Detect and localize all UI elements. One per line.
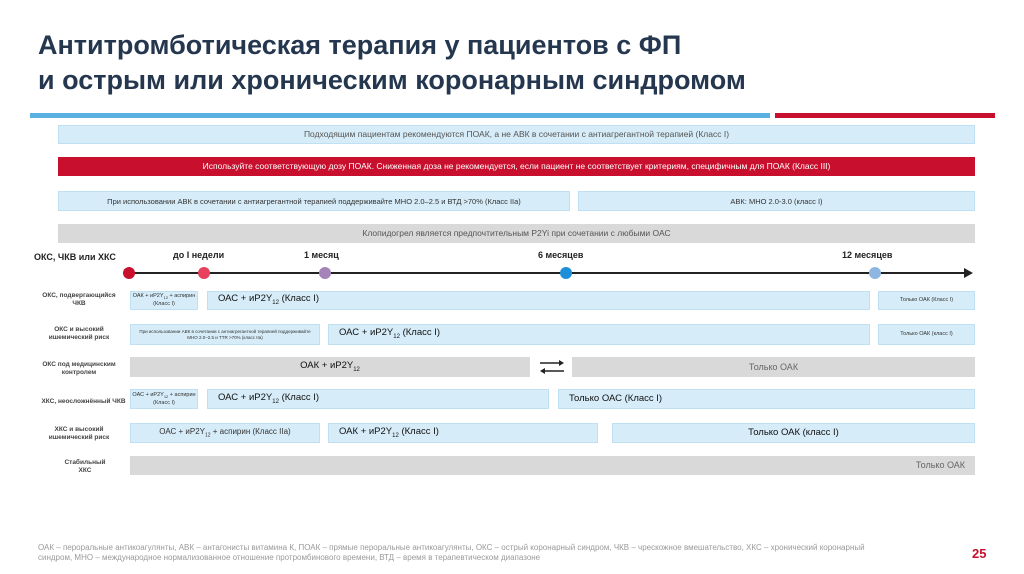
timeline-marker-week	[198, 267, 210, 279]
row4-a-text: ОАС + $иР2Y_{12}$ + аспирин (Класс I)	[132, 391, 196, 406]
row1-triple-therapy	[130, 291, 198, 310]
title-line-1: Антитромботическая терапия у пациентов с ФП	[38, 30, 682, 60]
row4-triple-therapy	[130, 389, 198, 409]
row1-b-text: ОАС + $иР2Y_{12}$ (Класс I)	[218, 293, 320, 307]
row3-a-text: ОАК + $иР2Y_{12}$	[300, 359, 360, 373]
row6-oac-only	[130, 456, 975, 475]
row2-b-text: ОАС + $иР2Y_{12}$ (Класс I)	[339, 327, 441, 341]
banner-clopidogrel-text: Клопидогрел является предпочтительным P2Yi при сочетании с любыми ОАС	[362, 228, 671, 239]
banner-dose-text: Используйте соответствующую дозу ПОАК. Сниженная доза не рекомендуется, если пациент не соответствует критериям, специфичным для ПОАК (Класс III)	[202, 161, 831, 172]
banner-dose-warning	[58, 157, 975, 176]
timeline-marker-6-months	[560, 267, 572, 279]
timeline-arrowhead	[964, 268, 973, 278]
row5-b-text: ОАК + $иР2Y_{12}$ (Класс I)	[339, 425, 439, 439]
title-underline-blue	[30, 113, 770, 118]
row4-b-text: ОАС + $иР2Y_{12}$ (Класс I)	[218, 391, 320, 405]
row2-avk-note: При использовании АВК в сочетании с антиагрегантной терапией поддерживайте МНО 2.0–2.5 и TTR >70% (класс IIa)	[130, 324, 320, 345]
row6-a-text: Только ОАК	[915, 460, 965, 471]
switch-arrows-icon	[538, 359, 566, 375]
row-label-acs-medical: ОКС под медицинским контролем	[42, 361, 116, 377]
page-number: 25	[972, 546, 987, 561]
title-line-2: и острым или хроническим коронарным синдромом	[38, 65, 746, 95]
row1-a-text: ОАК + $иР2Y_{12}$ + аспирин (Класс I)	[132, 293, 196, 308]
row5-a-text: ОАС + $иР2Y_{12}$ + аспирин (Класс IIa)	[159, 427, 291, 439]
row3-oac-only: Только ОАК	[572, 357, 975, 377]
banner-avk-inr	[578, 191, 975, 211]
banner-avk-inr-text: АВК: МНО 2.0-3.0 (класс I)	[730, 196, 823, 206]
row-label-ccs-pci: ХКС, неосложнённый ЧКВ	[41, 398, 126, 405]
row5-oac-only: Только ОАК (класс I)	[612, 423, 975, 443]
banner-avk-antiplatelet-text: При использовании АВК в сочетании с антиагрегантной терапией поддерживайте МНО 2.0–2.5 и ВТД >70% (Класс IIa)	[107, 196, 521, 206]
row1-dual-therapy	[207, 291, 870, 310]
row3-dual-therapy	[130, 357, 530, 377]
timeline-label-12-months: 12 месяцев	[842, 250, 893, 260]
row-label-ccs-high-risk: ХКС и высокий ишемический риск	[48, 426, 110, 442]
row4-dual-therapy	[207, 389, 549, 409]
timeline-axis	[128, 272, 966, 274]
timeline-marker-start	[123, 267, 135, 279]
page-title	[38, 28, 938, 98]
row-label-acs-pci: ОКС, подвергающийся ЧКВ	[42, 292, 116, 308]
row-label-acs-high-risk: ОКС и высокий ишемический риск	[48, 326, 110, 342]
row1-oac-only: Только ОАК (Класс I)	[878, 291, 975, 310]
banner-poac-recommendation	[58, 125, 975, 144]
row2-oac-only: Только ОАК (класс I)	[878, 324, 975, 345]
timeline-label-month: 1 месяц	[304, 250, 339, 260]
timeline-marker-12-months	[869, 267, 881, 279]
title-underline-red	[775, 113, 995, 118]
timeline-marker-month	[319, 267, 331, 279]
row4-oac-only: Только ОАС (Класс I)	[558, 389, 975, 409]
banner-poac-text: Подходящим пациентам рекомендуются ПОАК, а не АВК в сочетании с антиагрегантной терапией (Класс I)	[303, 129, 730, 140]
footnote-abbreviations: ОАК – пероральные антикоагулянты, АВК – антагонисты витамина К, ПОАК – прямые пероральные антикоагулянты, ОКС – острый коронарный синдром, ЧКВ – чрескожное вмешательство, ХКС – хронический коронарный синдром, МНО – международное нормализованное отношение протромбинового времени, ВТД – время в терапевтическом диапазоне	[38, 543, 865, 563]
banner-avk-antiplatelet	[58, 191, 570, 211]
row5-triple-therapy	[130, 423, 320, 443]
row5-dual-therapy	[328, 423, 598, 443]
row-label-stable-ccs: Стабильный ХКС	[64, 459, 106, 475]
timeline-label-6-months: 6 месяцев	[538, 250, 584, 260]
timeline-label-start: ОКС, ЧКВ или ХКС	[34, 252, 116, 262]
banner-clopidogrel	[58, 224, 975, 243]
row2-dual-therapy	[328, 324, 870, 345]
timeline-label-week: до I недели	[173, 250, 225, 260]
